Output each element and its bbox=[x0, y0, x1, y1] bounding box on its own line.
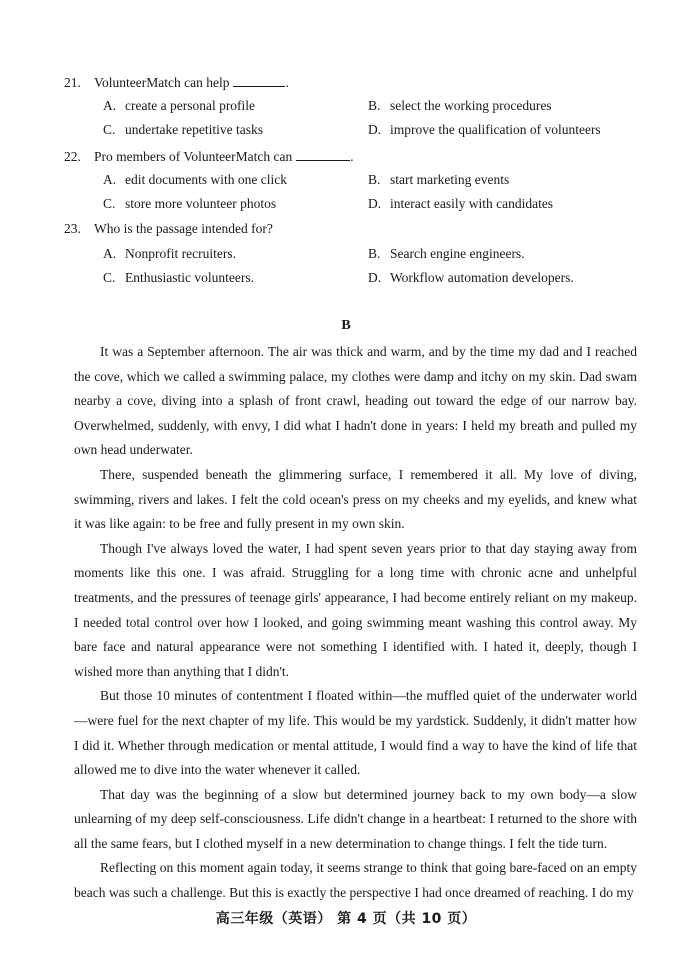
answer-blank bbox=[233, 72, 285, 87]
option-letter: B. bbox=[368, 98, 381, 113]
question-number: 22. bbox=[64, 149, 81, 164]
page-footer: 高三年级（英语） 第 4 页（共 10 页） bbox=[215, 911, 477, 927]
question-23 bbox=[64, 220, 273, 238]
option-letter: D. bbox=[368, 270, 382, 285]
question-number: 23. bbox=[64, 221, 81, 236]
paragraph: Though I've always loved the water, I had spent seven years prior to that day staying away from moments like this one. I was afraid. Struggling for a long time with chronic acne and unhelpful treatments, and the pressures of teenage girls' appearance, I had become entirely reliant on my makeup. I needed total control over how I looked, and going swimming meant washing this control away. My bare face and natural appearance were not something I identified with. I hated it, deeply, though I wished more than anything that I didn't. bbox=[74, 540, 637, 679]
option-text: store more volunteer photos bbox=[125, 196, 277, 211]
option-text: edit documents with one click bbox=[125, 172, 287, 187]
option-letter: C. bbox=[103, 196, 116, 211]
option-text: interact easily with candidates bbox=[390, 196, 554, 211]
answer-blank bbox=[296, 146, 350, 161]
question-21 bbox=[64, 72, 289, 92]
question-22 bbox=[64, 146, 354, 166]
option-21-b bbox=[368, 97, 552, 115]
paragraph: That day was the beginning of a slow but determined journey back to my own body—a slow unlearning of my deep self-consciousness. Life didn't change in a heartbeat: I returned to the shore with all the same fears, but I clothed myself in a new determination to change things. I felt the tide turn. bbox=[74, 786, 637, 851]
question-stem: Pro members of VolunteerMatch can bbox=[94, 149, 293, 164]
option-22-c bbox=[103, 195, 276, 213]
option-22-a bbox=[103, 171, 287, 189]
option-text: start marketing events bbox=[390, 172, 510, 187]
passage-text bbox=[74, 340, 637, 906]
option-text: improve the qualification of volunteers bbox=[390, 122, 601, 137]
question-end: . bbox=[285, 75, 289, 90]
option-22-b bbox=[368, 171, 509, 189]
paragraph: Reflecting on this moment again today, it seems strange to think that going bare-faced on an empty beach was such a challenge. But this is exactly the perspective I had once dreamed of reaching. I do my bbox=[74, 860, 637, 901]
option-letter: C. bbox=[103, 270, 116, 285]
question-stem: Who is the passage intended for? bbox=[94, 221, 273, 236]
option-21-a bbox=[103, 97, 255, 115]
option-text: Enthusiastic volunteers. bbox=[125, 270, 254, 285]
option-letter: A. bbox=[103, 246, 117, 261]
question-number: 21. bbox=[64, 75, 81, 90]
option-21-c bbox=[103, 121, 263, 139]
option-text: Workflow automation developers. bbox=[390, 270, 574, 285]
option-letter: C. bbox=[103, 122, 116, 137]
paragraph: There, suspended beneath the glimmering surface, I remembered it all. My love of diving, swimming, rivers and lakes. I felt the cold ocean's press on my cheeks and my eyelids, and knew what it was like again: to be free and fully present in my own skin. bbox=[74, 466, 637, 532]
option-letter: D. bbox=[368, 196, 382, 211]
option-23-c bbox=[103, 269, 254, 287]
option-letter: D. bbox=[368, 122, 382, 137]
option-letter: A. bbox=[103, 98, 117, 113]
option-text: Nonprofit recruiters. bbox=[125, 246, 236, 261]
option-23-b bbox=[368, 245, 525, 263]
option-text: Search engine engineers. bbox=[390, 246, 525, 261]
question-stem: VolunteerMatch can help bbox=[94, 75, 230, 90]
option-letter: A. bbox=[103, 172, 117, 187]
option-21-d bbox=[368, 121, 601, 139]
option-letter: B. bbox=[368, 172, 381, 187]
section-label: B bbox=[341, 318, 351, 333]
option-letter: B. bbox=[368, 246, 381, 261]
question-end: . bbox=[350, 149, 354, 164]
option-text: create a personal profile bbox=[125, 98, 256, 113]
option-23-d bbox=[368, 269, 574, 287]
option-23-a bbox=[103, 245, 236, 263]
option-text: undertake repetitive tasks bbox=[125, 122, 263, 137]
paragraph: It was a September afternoon. The air was thick and warm, and by the time my dad and I reached the cove, which we called a swimming palace, my clothes were damp and itchy on my skin. Dad swam nearby a cove, diving into a splash of front crawl, heading out toward the edge of our narrow bay. Overwhelmed, suddenly, with envy, I did what I hadn't done in years: I held my breath and pulled my own head underwater. bbox=[74, 344, 637, 458]
option-text: select the working procedures bbox=[390, 98, 552, 113]
paragraph: But those 10 minutes of contentment I floated within—the muffled quiet of the underwater world—were fuel for the next chapter of my life. This would be my yardstick. Suddenly, it didn't matter how I did it. Whether through medication or mental attitude, I would find a way to have the kind of life that allowed me to dive into the water whenever it called. bbox=[74, 688, 637, 778]
option-22-d bbox=[368, 195, 553, 213]
